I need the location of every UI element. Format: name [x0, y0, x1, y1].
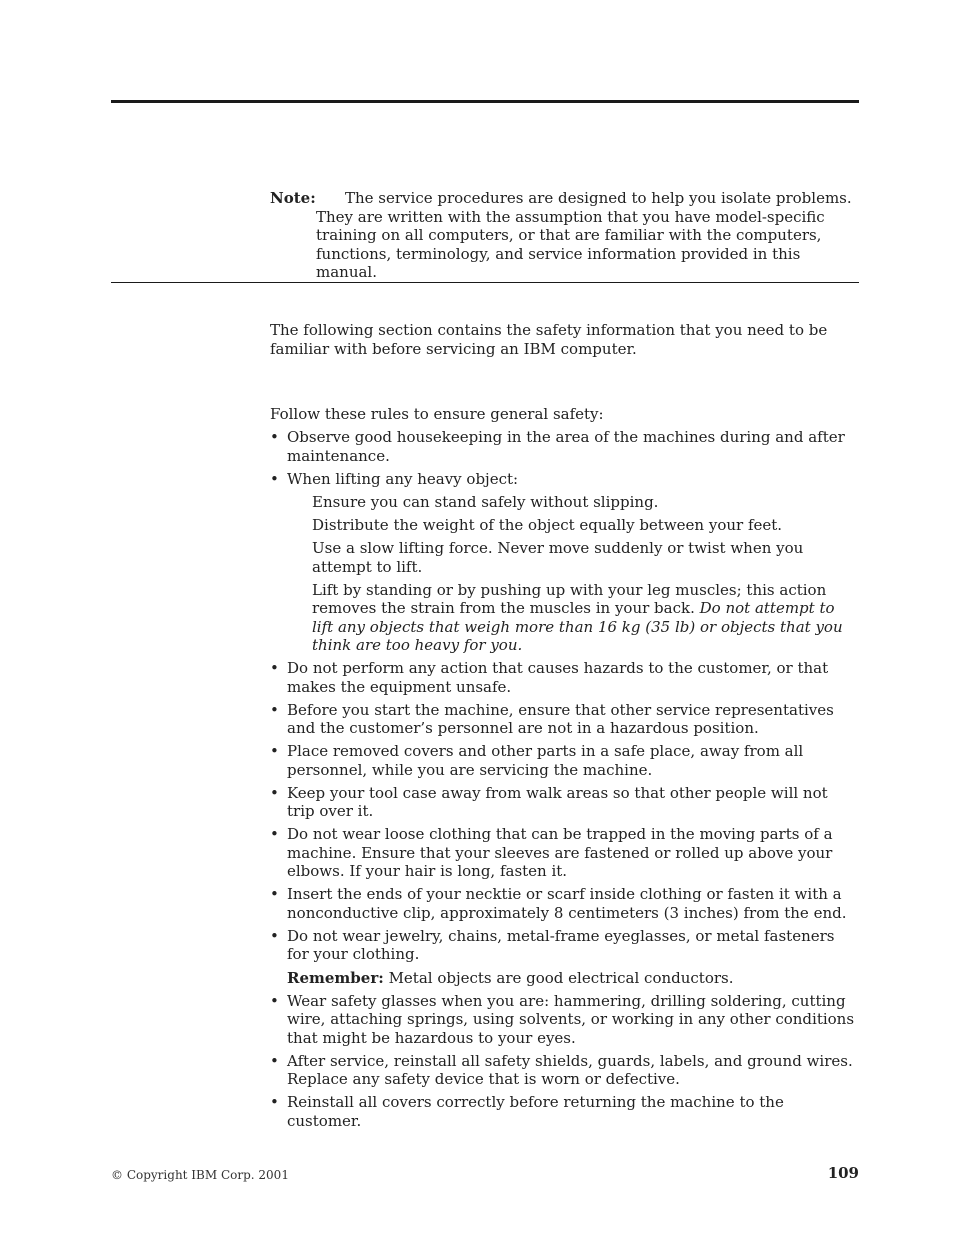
list-item: [270, 659, 860, 696]
general-safety-section: [270, 405, 860, 1135]
lifting-warning: Do not attempt to lift any objects that weigh more than 16 kg (35 lb) or objects that you think are too heavy for you.: [312, 599, 843, 654]
bullet-icon: •: [270, 428, 279, 446]
bullet-icon: •: [270, 742, 279, 760]
lifting-step: Use a slow lifting force. Never move suddenly or twist when you attempt to lift.: [312, 539, 804, 576]
bullet-icon: •: [270, 1093, 279, 1111]
note-block: [270, 189, 860, 282]
list-item-text: Do not wear jewelry, chains, metal-frame eyeglasses, or metal fasteners for your clothing.: [287, 926, 835, 963]
safety-rules-list: [270, 428, 860, 1130]
list-item: [270, 927, 860, 988]
lifting-step: Ensure you can stand safely without slipping.: [312, 493, 659, 511]
bullet-icon: •: [270, 926, 279, 945]
remember-label: Remember:: [287, 968, 384, 987]
list-item-text: When lifting any heavy object:: [287, 469, 519, 488]
list-item: [270, 428, 860, 465]
bullet-icon: •: [270, 885, 279, 903]
rules-intro: Follow these rules to ensure general safety:: [270, 405, 604, 423]
list-item-text: Insert the ends of your necktie or scarf inside clothing or fasten it with a nonconductive clip, approximately 8 centimeters (3 inches) from the end.: [287, 885, 847, 922]
bullet-icon: •: [270, 469, 279, 488]
list-item-text: Do not perform any action that causes hazards to the customer, or that makes the equipment unsafe.: [287, 659, 829, 696]
list-item-text: Keep your tool case away from walk areas so that other people will not trip over it.: [287, 783, 828, 820]
list-item-text: Before you start the machine, ensure that other service representatives and the customer’s personnel are not in a hazardous position.: [287, 700, 834, 737]
list-item: [270, 1093, 860, 1130]
section-rule: [111, 282, 859, 283]
list-item: [270, 470, 860, 655]
list-item: [270, 1052, 860, 1089]
list-item: [270, 784, 860, 821]
list-item: [270, 992, 860, 1048]
lifting-step-text: Lift by standing or by pushing up with your leg muscles; this action removes the strain from the muscles in your back.: [312, 580, 827, 617]
page-number: 109: [827, 1164, 859, 1182]
remember-text: Metal objects are good electrical conductors.: [388, 968, 734, 987]
list-item-text: Observe good housekeeping in the area of the machines during and after maintenance.: [287, 428, 845, 465]
list-item: [270, 825, 860, 881]
note-text: [270, 189, 860, 282]
bullet-icon: •: [270, 783, 279, 802]
intro-paragraph: [270, 321, 860, 358]
bullet-icon: •: [270, 700, 279, 719]
list-item-text: After service, reinstall all safety shields, guards, labels, and ground wires. Replace any safety device that is worn or defective.: [287, 1051, 853, 1088]
list-item-text: Place removed covers and other parts in a safe place, away from all personnel, while you are servicing the machine.: [287, 742, 804, 779]
lifting-step: Distribute the weight of the object equally between your feet.: [312, 516, 783, 534]
bullet-icon: •: [270, 659, 279, 677]
top-rule: [111, 100, 859, 103]
list-item: [270, 701, 860, 738]
note-text-content: The service procedures are designed to help you isolate problems. They are written with the assumption that you have model-specific training on all computers, or that are familiar with the computers, functions, terminology, and service information provided in this manual.: [316, 189, 852, 281]
bullet-icon: •: [270, 991, 279, 1010]
list-item: [270, 885, 860, 922]
list-item-text: Reinstall all covers correctly before returning the machine to the customer.: [287, 1093, 784, 1130]
copyright-footer: © Copyright IBM Corp. 2001: [111, 1168, 289, 1182]
list-item: [270, 742, 860, 779]
list-item-text: Wear safety glasses when you are: hammering, drilling soldering, cutting wire, attaching springs, using solvents, or working in any other conditions that might be hazardous to your eyes.: [287, 991, 855, 1047]
intro-text: The following section contains the safety information that you need to be familiar with before servicing an IBM computer.: [270, 321, 828, 358]
lifting-steps: [287, 493, 860, 655]
list-item-text: Do not wear loose clothing that can be trapped in the moving parts of a machine. Ensure that your sleeves are fastened or rolled up above your elbows. If your hair is long, fasten it.: [287, 825, 833, 880]
bullet-icon: •: [270, 825, 279, 843]
bullet-icon: •: [270, 1051, 279, 1070]
lifting-step: [312, 581, 860, 655]
note-label: Note:: [270, 189, 316, 207]
remember-note: [287, 969, 860, 988]
